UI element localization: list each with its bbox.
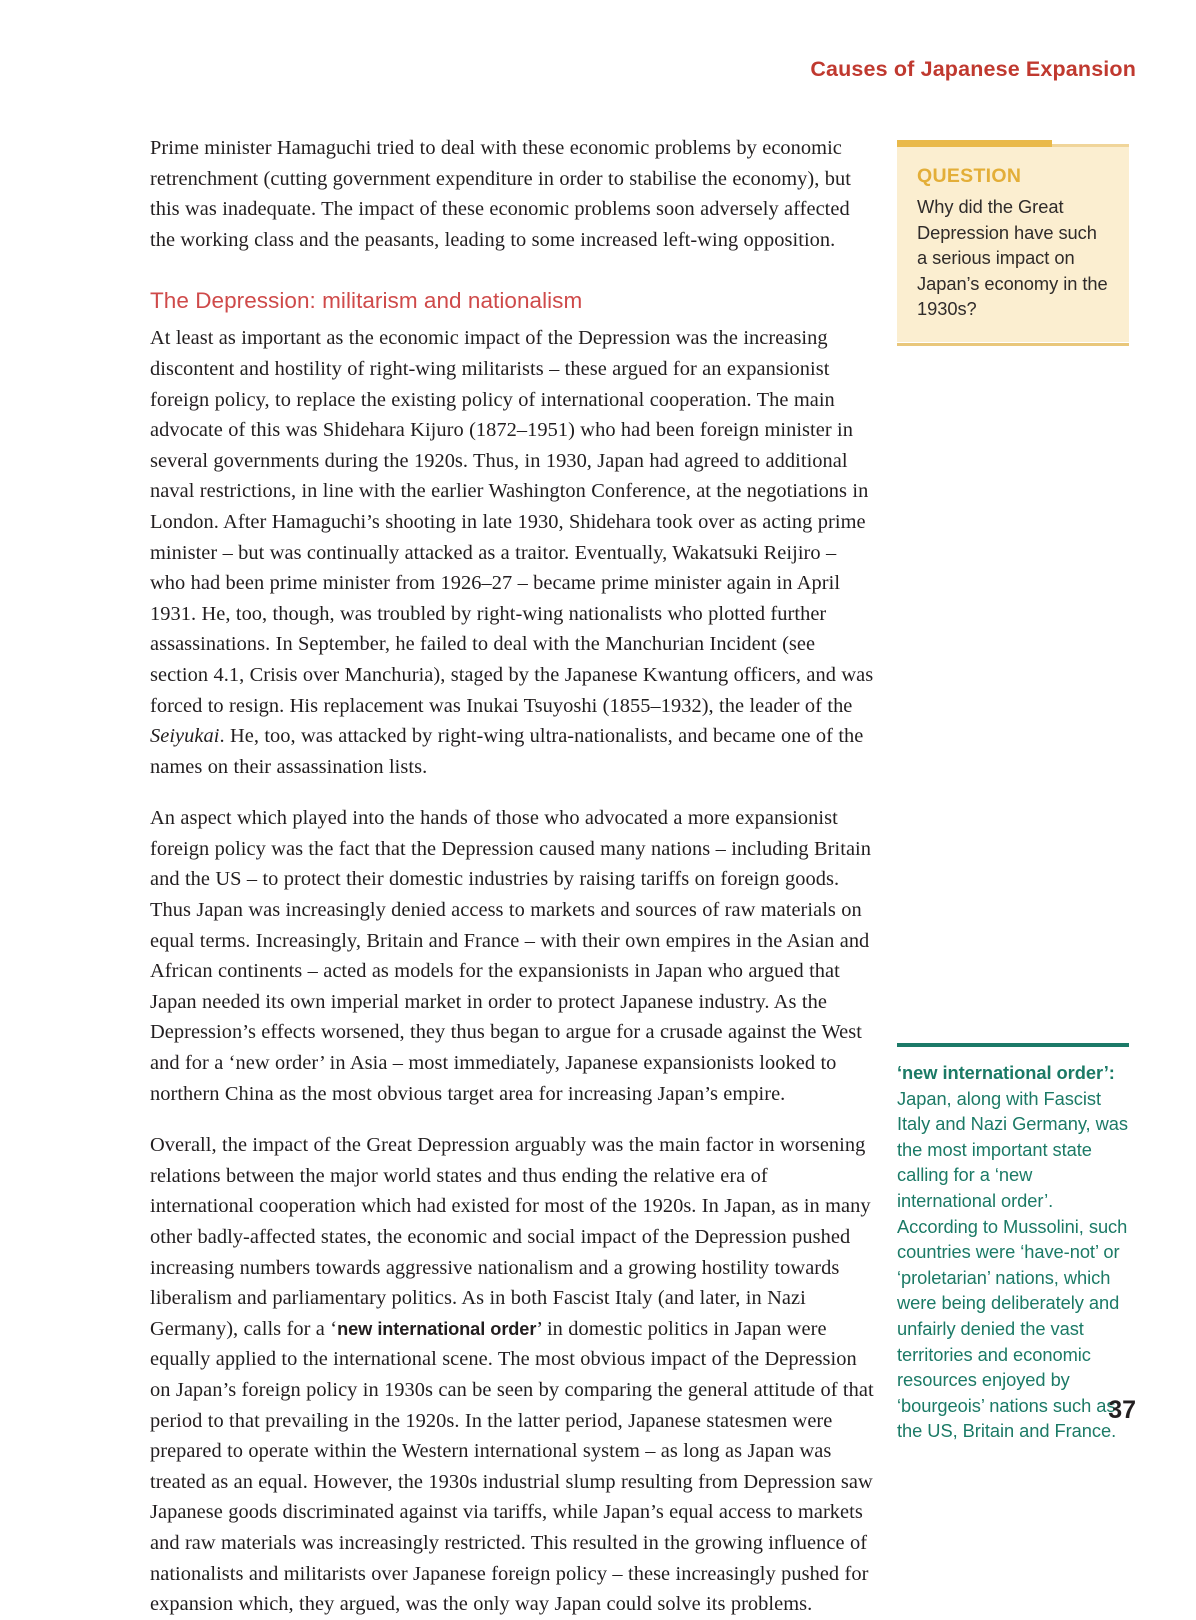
section-heading: The Depression: militarism and nationalism — [150, 288, 583, 314]
body-paragraph-4 — [150, 1130, 876, 1620]
glossary-note-body — [897, 1060, 1129, 1444]
question-box-text: Why did the Great Depression have such a serious impact on Japan’s economy in the 1930s? — [917, 196, 1108, 320]
paragraph-2-text-after-italic: . He, too, was attacked by right-wing ultra-nationalists, and became one of the names on their assassination lists. — [150, 725, 864, 778]
glossary-note-term: ‘new international order’: — [897, 1062, 1115, 1083]
paragraph-4-text-after-bold: ’ in domestic politics in Japan were equally applied to the international scene. The most obvious impact of the Depression on Japan’s foreign policy in 1930s can be seen by comparing the general attitude of that period to that prevailing in the 1920s. In the latter period, Japanese statesmen were prepared to operate within the Western international system – as long as Japan was treated as an equal. However, the 1930s industrial slump resulting from Depression saw Japanese goods discriminated against via tariffs, while Japan’s equal access to markets and raw materials was increasingly restricted. This resulted in the growing influence of nationalists and militarists over Japanese foreign policy – these increasingly pushed for expansion which, they argued, was the only way Japan could solve its problems. — [150, 1317, 874, 1616]
body-paragraph-1: Prime minister Hamaguchi tried to deal with these economic problems by economic retrenchment (cutting government expenditure in order to stabilise the economy), but this was inadequate. The impact of these economic problems soon adversely affected the working class and the peasants, leading to some increased left-wing opposition. — [150, 137, 851, 251]
paragraph-4-text-before-bold: Overall, the impact of the Great Depression arguably was the main factor in worsening relations between the major world states and thus ending the relative era of international cooperation which had existed for most of the 1920s. In Japan, as in many other badly-affected states, the economic and social impact of the Depression pushed increasing numbers towards aggressive nationalism and a growing hostility towards liberalism and parliamentary politics. As in both Fascist Italy (and later, in Nazi Germany), calls for a ‘ — [150, 1134, 871, 1340]
running-head-chapter-title: Causes of Japanese Expansion — [810, 57, 1136, 81]
body-paragraph-3: An aspect which played into the hands of those who advocated a more expansionist foreign policy was the fact that the Depression caused many nations – including Britain and the US – to protect their domestic industries by raising tariffs on foreign goods. Thus Japan was increasingly denied access to markets and sources of raw materials on equal terms. Increasingly, Britain and France – with their own empires in the Asian and African continents – acted as models for the expansionists in Japan who argued that Japan needed its own imperial market in order to protect Japanese industry. As the Depression’s effects worsened, they thus began to argue for a crusade against the West and for a ‘new order’ in Asia – most immediately, Japanese expansionists looked to northern China as the most obvious target area for increasing Japan’s empire. — [150, 807, 871, 1105]
page-number: 37 — [1108, 1396, 1136, 1424]
body-paragraph-2 — [150, 323, 876, 782]
question-box-label: QUESTION — [917, 165, 1022, 187]
question-box — [897, 147, 1129, 342]
question-box-top-accent — [1052, 144, 1129, 147]
paragraph-2-text-before-italic: At least as important as the economic impact of the Depression was the increasing discontent and hostility of right-wing militarists – these argued for an expansionist foreign policy, to replace the existing policy of international cooperation. The main advocate of this was Shidehara Kijuro (1872–1951) who had been foreign minister in several governments during the 1920s. Thus, in 1930, Japan had agreed to additional naval restrictions, in line with the earlier Washington Conference, at the negotiations in London. After Hamaguchi’s shooting in late 1930, Shidehara took over as acting prime minister – but was continually attacked as a traitor. Eventually, Wakatsuki Reijiro – who had been prime minister from 1926–27 – became prime minister again in April 1931. He, too, though, was troubled by right-wing nationalists who plotted further assassinations. In September, he failed to deal with the Manchurian Incident (see section 4.1, Crisis over Manchuria), staged by the Japanese Kwantung officers, and was forced to resign. His replacement was Inukai Tsuyoshi (1855–1932), the leader of the — [150, 327, 874, 717]
glossary-note — [897, 1043, 1129, 1444]
paragraph-2-italic-term: Seiyukai — [150, 725, 220, 748]
paragraph-4-key-term: new international order — [337, 1318, 537, 1339]
glossary-note-definition: Japan, along with Fascist Italy and Nazi Germany, was the most important state calling for a ‘new international order’. According to Mussolini, such countries were ‘have-not’ or ‘proletarian’ nations, which were being deliberately and unfairly denied the vast territories and economic resources enjoyed by ‘bourgeois’ nations such as the US, Britain and France. — [897, 1087, 1128, 1442]
glossary-note-rule — [897, 1043, 1129, 1047]
main-text-column — [150, 133, 876, 1620]
